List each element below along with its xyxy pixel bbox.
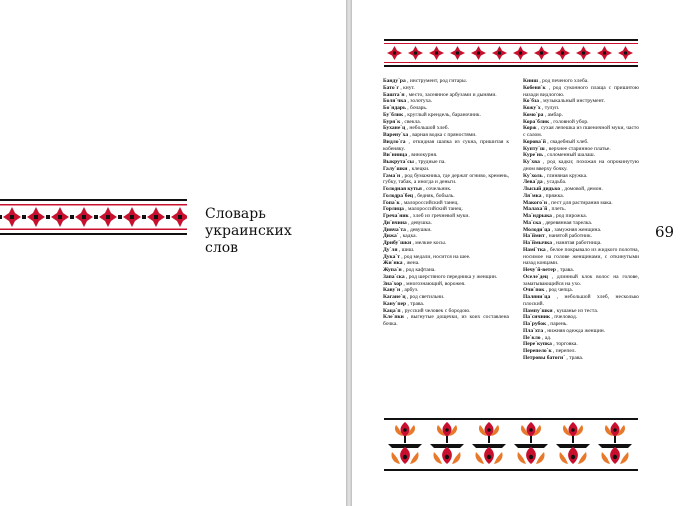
glossary-entry: Голодная кутья , сочельник. [383, 186, 452, 192]
glossary-column-2 [523, 78, 639, 362]
glossary-entry: Лева`да , усадьба. [523, 179, 567, 186]
glossary-entry: Гама`н , род бумажника, где держат огниво, кремень, губку, табак, а иногда и деньги. [383, 172, 509, 186]
glossary-entry: Мa`ска , деревянная тарелка. [523, 219, 593, 226]
glossary-entry: Бу`блик , круглый крендель, бараночник. [383, 111, 481, 118]
glossary-entry: Комо`ра , амбар. [523, 111, 563, 118]
glossary-entry: Ви`нница , винокурня. [383, 152, 438, 159]
glossary-entry: Кожу`х , тулуп. [523, 105, 560, 111]
glossary-entry: Корова`й , свадебный хлеб. [523, 138, 589, 145]
glossary-entry: Па`рубок , парень. [523, 321, 568, 327]
glossary-entry: Каву`н , арбуз. [383, 287, 419, 294]
glossary-entry: Паляни`ца , небольшой хлеб, несколько плоский. [523, 294, 639, 307]
glossary-entry: Молоди`ца , замужняя женщина. [523, 226, 602, 233]
glossary-entry: Греча`ник , хлеб из гречневой муки. [383, 213, 470, 219]
glossary-entry: Купту`ш , верхнее старинное платье. [523, 145, 611, 152]
glossary-entry: Кану`пер , трава. [383, 300, 425, 307]
glossary-entry: Малахa`й , плеть. [523, 206, 566, 213]
glossary-entry: Дрибу`шки , мелкие косы. [383, 240, 447, 246]
glossary-entry: Кобеня`к , род суконного плаща с пришитою назади видлогою. [523, 84, 639, 98]
section-title: Словарь украинских слов [205, 206, 292, 256]
glossary-entry: Жи`нка , жена. [383, 260, 420, 267]
glossary-entry: Корж , сухая лепешка из пшеничной муки, часто с салом. [523, 125, 639, 138]
glossary-entry: Боля`чка , золотуха. [383, 98, 433, 105]
glossary-entry: Очи`пок , род чепца. [523, 287, 574, 294]
glossary-entry: Запа`ска , род шерстяного передника у женщин. [383, 273, 498, 280]
flower-tulip-band-icon [384, 418, 638, 471]
glossary-entry: На`ймит , нанятой работник. [523, 233, 593, 240]
glossary-column-1 [383, 78, 509, 328]
glossary-entry: Буря`к , свекла. [383, 118, 422, 125]
glossary-entry: Дука`т , род медали, носится на шее. [383, 253, 471, 260]
glossary-entry: Ду`ля , шиш. [383, 246, 415, 253]
glossary-entry: Кле`пки , выгнутые дощечки, из коих составлена бочка. [383, 314, 509, 327]
cross-stitch-star-band-icon [0, 197, 187, 237]
glossary-entry: Дижа` , кадка. [383, 233, 417, 240]
glossary-entry: Ку`холь , глиняная кружка. [523, 172, 588, 179]
glossary-entry: Перепело`к , перепел. [523, 348, 576, 354]
glossary-entry: Каганe`ц , род светильни. [383, 294, 445, 300]
glossary-entry: Бо`ндарь , бочарь. [383, 105, 428, 111]
glossary-entry: Дивча`та , девушки. [383, 226, 432, 233]
glossary-entry: Башта`н , место, засеянное арбузами и дынями. [383, 91, 497, 98]
embroidery-band-top [384, 38, 638, 68]
glossary-entry: Пла`хта , нижняя одежда женщин. [523, 327, 606, 334]
glossary-entry: Па`сичник , пчеловод. [523, 314, 578, 321]
glossary-entry: Пе`кло , ад. [523, 334, 552, 341]
glossary-entry: Кора`блик , головной убор. [523, 118, 589, 125]
glossary-entry: На`ймычка , нанятая работница. [523, 240, 602, 246]
glossary-entry: Горлица , малороссийский танец. [383, 206, 463, 213]
glossary-entry: Куре`нь , соломенный шалаш. [523, 152, 595, 159]
glossary-entry: Гопа`к , малороссийский танец. [383, 199, 459, 206]
glossary-entry: Галу`шки , клецки. [383, 165, 430, 172]
glossary-entry: Мa`ндрыка , род пирожка. [523, 213, 588, 219]
glossary-entry: Намi`тка , белое покрывало из жидкого полотна, носимое на голове женщинами, с откинутыми назад концами. [523, 246, 639, 267]
glossary-entry: Бухане`ц , небольшой хлеб. [383, 125, 449, 132]
glossary-entry: Выкрута`сы , трудные па. [383, 159, 446, 165]
glossary-entry: Банду`ра , инструмент, род гитары. [383, 78, 468, 84]
glossary-entry: Книш , род печеного хлеба. [523, 78, 589, 84]
glossary-entry: Пере`купка , торговка. [523, 341, 578, 348]
glossary-entry: Ко`бза , музыкальный инструмент. [523, 98, 605, 105]
embroidery-band-left [0, 197, 187, 237]
glossary-entry: Зна`хор , многознающий, ворожея. [383, 280, 466, 287]
glossary-entry: Макогo`н , пест для растирания мака. [523, 199, 613, 206]
glossary-entry: Нечу`й-ветер , трава. [523, 267, 575, 273]
glossary-entry: Петровы батоги` , трава. [523, 354, 584, 361]
glossary-entry: Лысый дидько , домовой, демон. [523, 186, 603, 192]
glossary-entry: Кацa`п , русский человек с бородою. [383, 307, 471, 314]
glossary-entry: Голодра`бец , бедняк, бобыль. [383, 192, 455, 199]
glossary-entry: Ди`вчина , девушка. [383, 219, 432, 226]
embroidery-band-bottom [384, 418, 638, 471]
glossary-entry: Ку`хва , род кадки; похожая на опрокинутую дном вверху бочку. [523, 159, 639, 172]
page-number: 69 [655, 223, 675, 241]
glossary-entry: Бато`г , кнут. [383, 84, 415, 91]
glossary-entry: Видло`га , откидная шапка из сукна, пришитая к кобеняку. [383, 138, 509, 152]
glossary-entry: Варену`ха , варная водка с пряностями. [383, 132, 477, 138]
glossary-entry: Жупа`н , род кафтана. [383, 267, 436, 273]
glossary-entry: Ля`мка , пряжка. [523, 192, 565, 199]
glossary-entry: Оселе`дец , длинный клок волос на голове, заматывающийся на ухо. [523, 273, 639, 287]
glossary-entry: Пампу`шки , кушанье из теста. [523, 307, 599, 314]
cross-stitch-star-band-top-icon [384, 38, 638, 68]
